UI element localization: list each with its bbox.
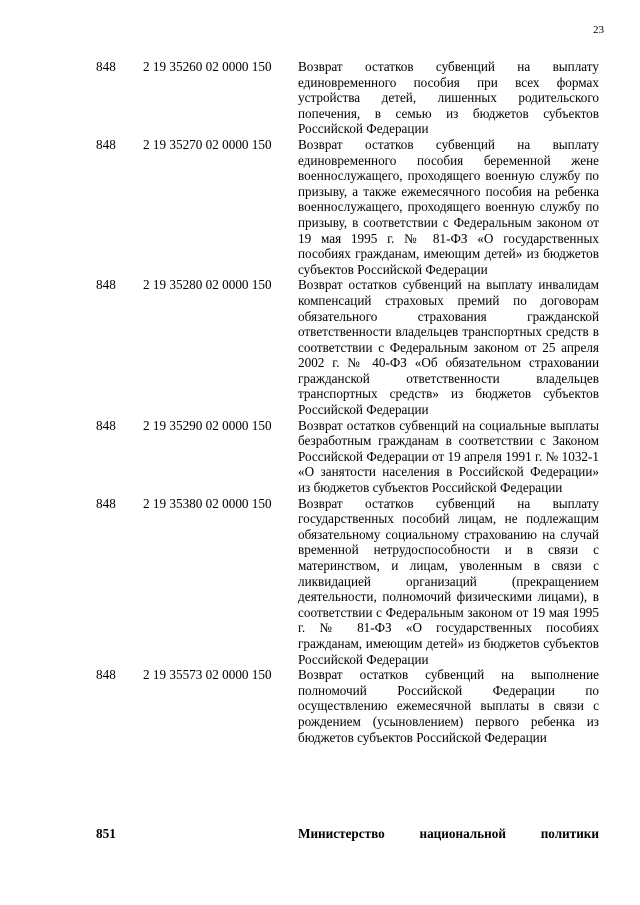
admin-code: 851 bbox=[96, 826, 116, 841]
revenue-description: Возврат остатков субвенций на выплату единовременного пособия при всех формах устройства детей, лишенных родительского попечения, в семью из бюджетов субъектов Российской Федерации bbox=[298, 59, 599, 137]
admin-code: 848 bbox=[96, 59, 116, 74]
revenue-description: Возврат остатков субвенций на выплату инвалидам компенсаций страховых премий по договорам обязательного страхования гражданской ответственности владельцев транспортных средств в соответствии с Федеральным законом от 25 апреля 2002 г. № 40-ФЗ «Об обязательном страховании гражданской ответственности владельцев транспортных средств» из бюджетов субъектов Российской Федерации bbox=[298, 277, 599, 418]
budget-code: 2 19 35380 02 0000 150 bbox=[143, 495, 272, 511]
table-row bbox=[0, 667, 640, 745]
table-row bbox=[0, 137, 640, 277]
revenue-code-table bbox=[0, 59, 640, 745]
revenue-description: Возврат остатков субвенций на выполнение полномочий Российской Федерации по осуществлению ежемесячной выплаты в связи с рождением (усыновлением) первого ребенка из бюджетов субъектов Российской Федерации bbox=[298, 667, 599, 745]
table-row bbox=[0, 418, 640, 496]
admin-code: 848 bbox=[96, 417, 116, 433]
budget-code: 2 19 35280 02 0000 150 bbox=[143, 277, 272, 293]
budget-code: 2 19 35270 02 0000 150 bbox=[143, 136, 272, 152]
revenue-description: Возврат остатков субвенций на социальные выплаты безработным гражданам в соответствии с Законом Российской Федерации от 19 апреля 1991 г. № 1032-1 «О занятости населения в Российской Федерации» из бюджетов субъектов Российской Федерации bbox=[298, 417, 599, 496]
revenue-description: Возврат остатков субвенций на выплату единовременного пособия беременной жене военнослужащего, проходящего военную службу по призыву, а также ежемесячного пособия на ребенка военнослужащего, проходящего военную службу по призыву, в соответствии с Федеральным законом от 19 мая 1995 г. № 81-ФЗ «О государственных пособиях гражданам, имеющим детей» из бюджетов субъектов Российской Федерации bbox=[298, 136, 599, 277]
admin-code: 848 bbox=[96, 136, 116, 152]
table-row bbox=[0, 277, 640, 417]
admin-code: 848 bbox=[96, 277, 116, 293]
table-row bbox=[0, 59, 640, 137]
admin-code: 848 bbox=[96, 495, 116, 511]
budget-code: 2 19 35290 02 0000 150 bbox=[143, 417, 272, 433]
revenue-description: Возврат остатков субвенций на выплату государственных пособий лицам, не подлежащим обязательному социальному страхованию на случай временной нетрудоспособности и в связи с материнством, и лицам, уволенным в связи с ликвидацией организаций (прекращением деятельности, полномочий физическими лицами), в соответствии с Федеральным законом от 19 мая 1995 г. № 81-ФЗ «О государственных пособиях гражданам, имеющим детей» из бюджетов субъектов Российской Федерации bbox=[298, 495, 599, 667]
admin-code: 848 bbox=[96, 667, 116, 683]
budget-code: 2 19 35573 02 0000 150 bbox=[143, 667, 272, 683]
ministry-title: Министерство национальной политики bbox=[298, 826, 599, 841]
budget-code: 2 19 35260 02 0000 150 bbox=[143, 59, 272, 74]
page-number: 23 bbox=[593, 24, 604, 36]
table-row bbox=[0, 496, 640, 668]
